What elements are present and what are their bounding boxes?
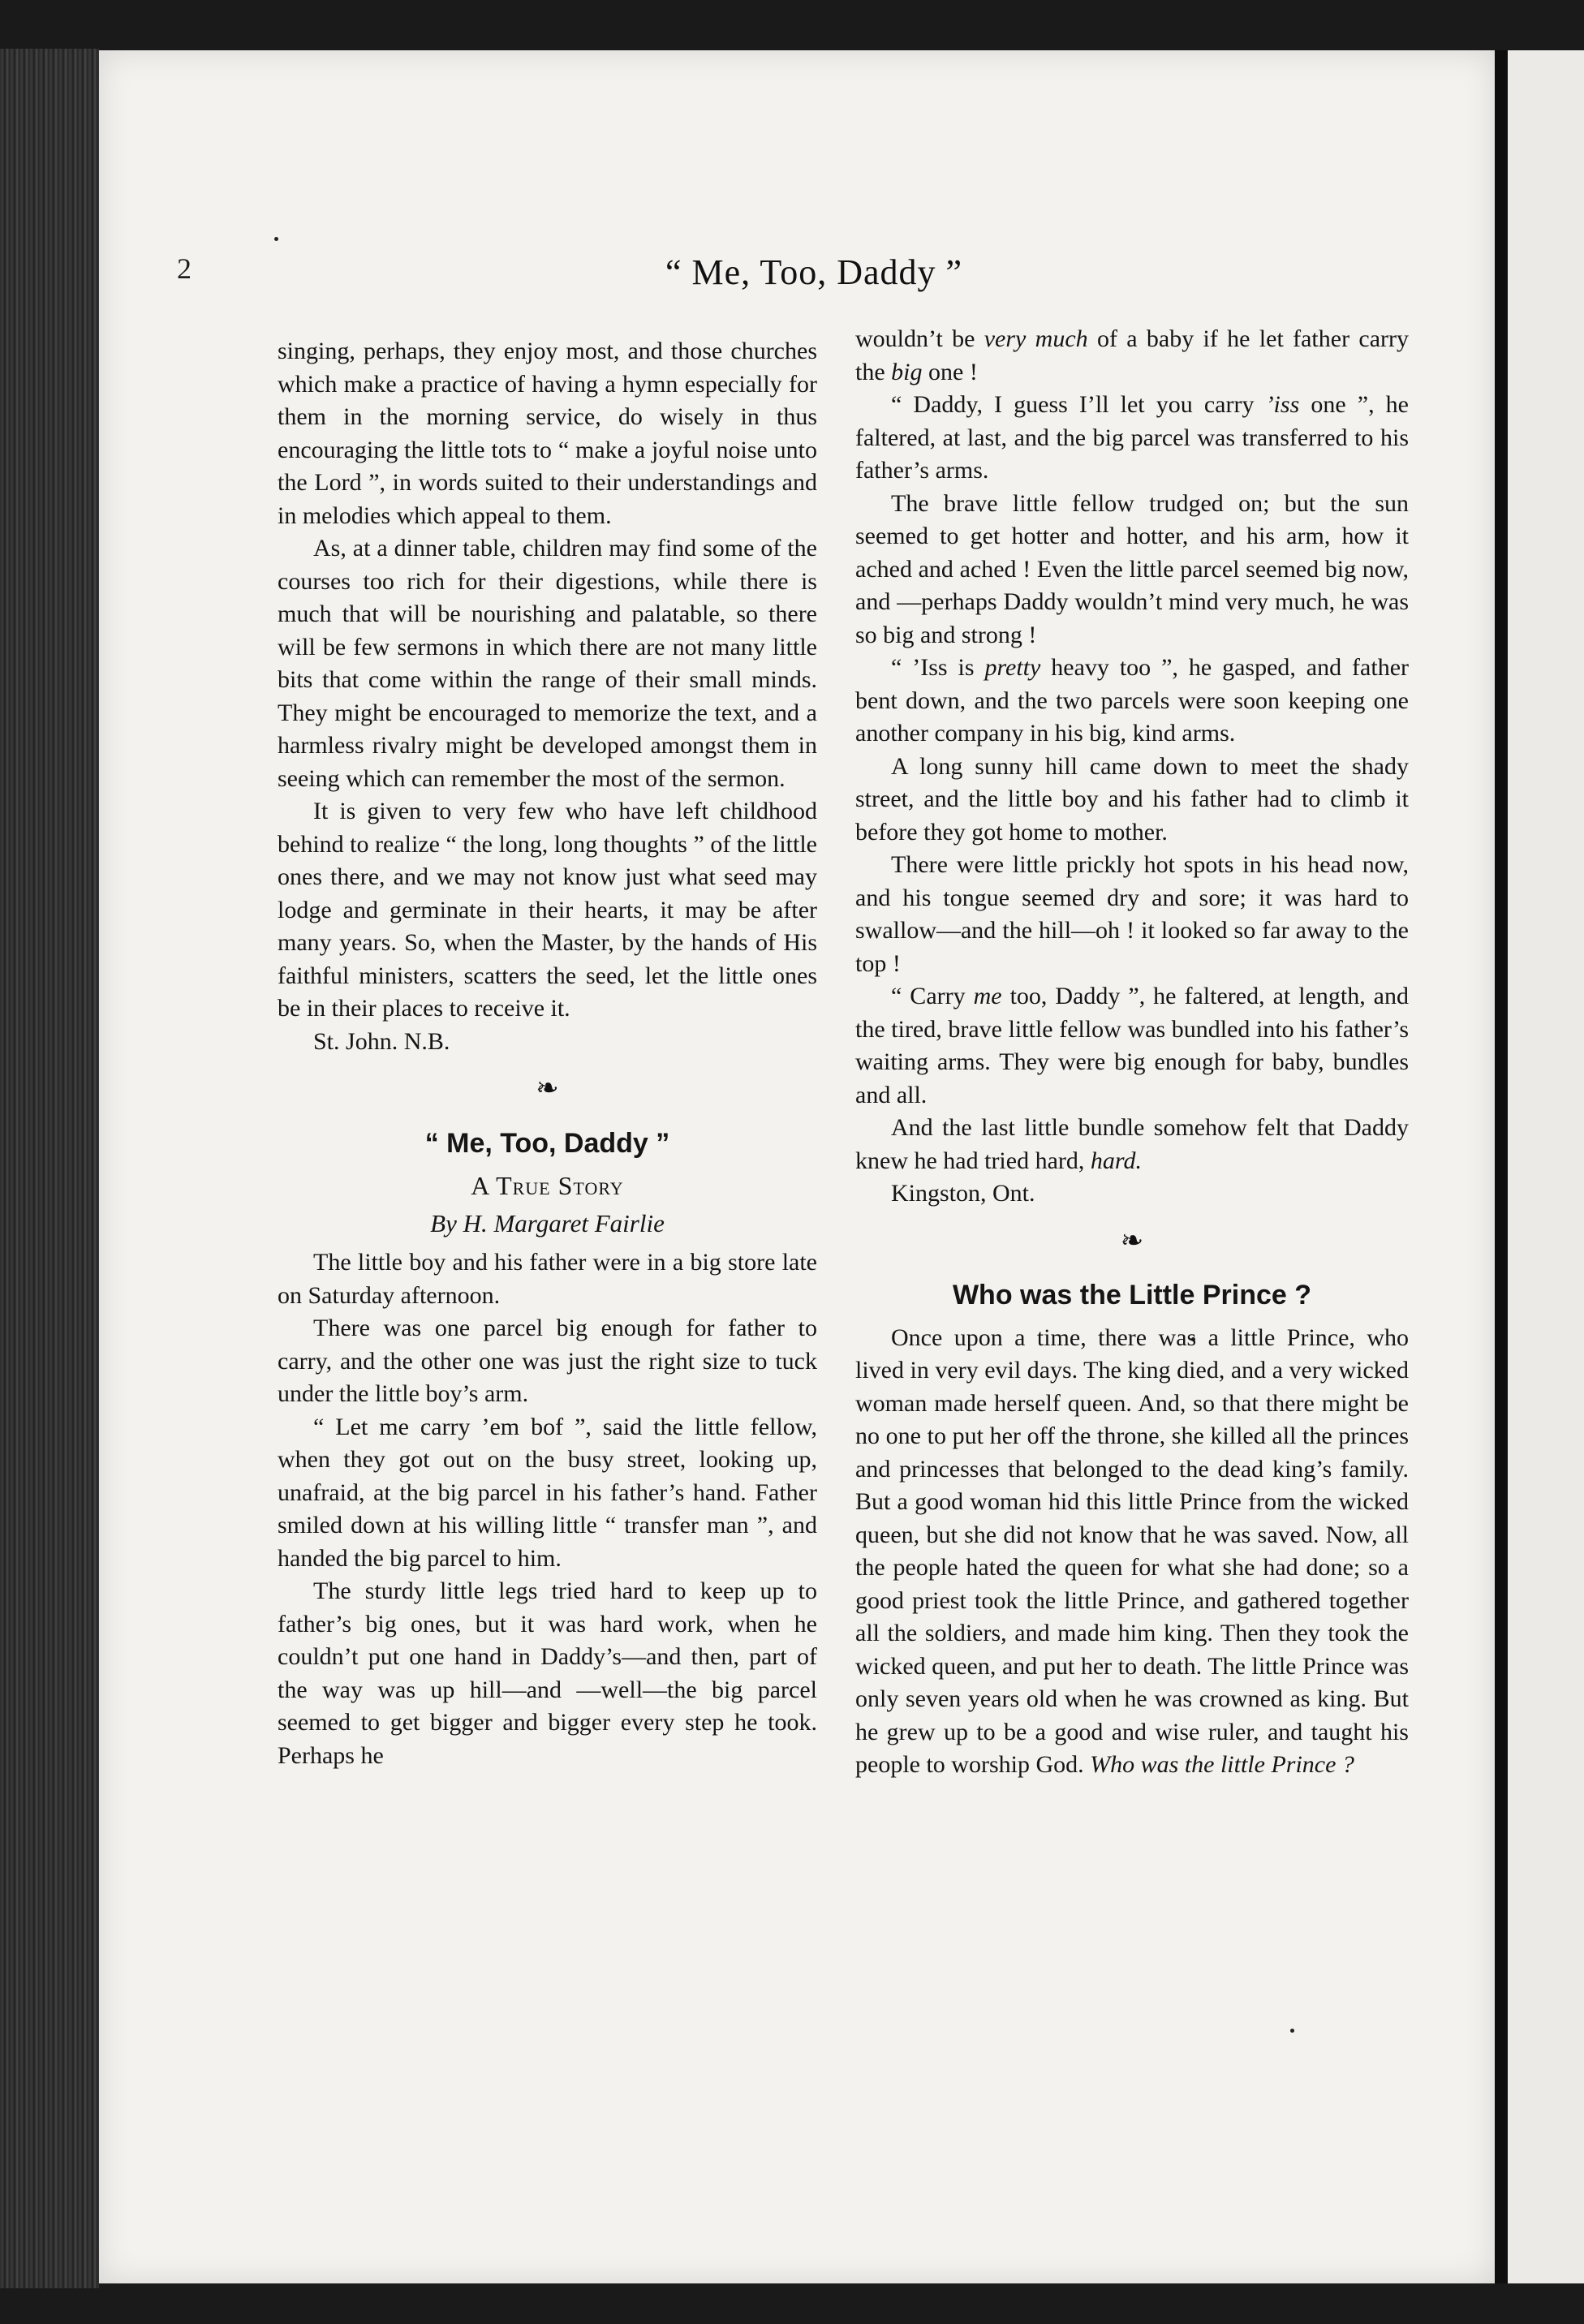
paragraph: singing, perhaps, they enjoy most, and those churches which make a practice of having a hymn especially for them in the morning service, do wisely in thus encouraging the little tots to “ make a joyful noise unto the Lord ”, in words suited to their understandings and in melodies which appeal to them.: [278, 338, 817, 529]
paragraph: “ Let me carry ’em bof ”, said the little fellow, when they got out on the busy street, looking up, unafraid, at the big parcel in his father’s hand. Father smiled down at his willing little “ transfer man ”, and handed the big parcel to him.: [278, 1413, 817, 1572]
paragraph: [855, 980, 1409, 1112]
page-number: 2: [177, 252, 192, 285]
text-run: wouldn’t be: [855, 325, 984, 352]
text-run: Once upon a time, there was a little Prince, who lived in very evil days. The king died, and a very wicked woman made herself queen. And, so that there might be no one to put her off the throne, she killed all the princes and princesses that belonged to the dead king’s family. But a good woman hid this little Prince from the wicked queen, but she did not know that he was saved. Now, all the people hated the queen for what she had done; so a good priest took the little Prince, and gathered together all the soldiers, and made him king. Then they took the wicked queen, and put her to death. The little Prince was only seven years old when he was crowned as king. But he grew up to be a good and wise ruler, and taught his people to worship God.: [855, 1323, 1409, 1778]
ornament-icon: ❧: [536, 1074, 559, 1104]
ornament-icon: ❧: [1120, 1225, 1144, 1256]
emphasis: Who was the little Prince ?: [1090, 1751, 1354, 1778]
paragraph: There were little prickly hot spots in his head now, and his tongue seemed dry and sore; it was hard to swallow—and the hill—oh ! it looked so far away to the top !: [855, 851, 1409, 977]
paragraph: [855, 323, 1409, 389]
text-run: “ Carry: [891, 983, 974, 1009]
paragraph: [855, 1112, 1409, 1177]
paragraph: [855, 1322, 1409, 1782]
paragraph: A long sunny hill came down to meet the shady street, and the little boy and his father had to climb it before they got home to mother.: [855, 752, 1409, 846]
story-title: Who was the Little Prince ?: [952, 1280, 1312, 1310]
paragraph: As, at a dinner table, children may find some of the courses too rich for their digestions, while there is much that will be nourishing and palatable, so there will be few sermons in which there are not many little bits that come within the range of their small minds. They might be encouraged to memorize the text, and a harmless rivalry might be developed amongst them in seeing which can remember the most of the sermon.: [278, 535, 817, 792]
emphasis: very much: [984, 325, 1088, 352]
book-spine-edge: [0, 49, 99, 2288]
emphasis: ’iss: [1265, 391, 1300, 418]
text-run: of a baby if he let father carry the: [855, 325, 1409, 385]
paragraph: The brave little fellow trudged on; but the sun seemed to get hotter and hotter, and his arm, how it ached and ached ! Even the little parcel seemed big now, and —perhaps Daddy wouldn’t mind very much, he was so big and strong !: [855, 489, 1409, 648]
speck: [274, 237, 278, 241]
story-subtitle: A True Story: [471, 1171, 624, 1200]
text-run: “ Daddy, I guess I’ll let you carry: [891, 391, 1266, 418]
text-run: “ ’Iss is: [891, 654, 985, 681]
facing-page-edge: [1508, 50, 1584, 2283]
speck: [1290, 2029, 1294, 2033]
running-header: [0, 252, 1584, 308]
text-run: And the last little bundle somehow felt that Daddy knew he had tried hard,: [855, 1114, 1409, 1174]
text-run: too, Daddy ”, he faltered, at length, and the tired, brave little fellow was bundled into his father’s waiting arms. They were big enough for baby, bundles and all.: [855, 983, 1410, 1108]
place-signature: St. John. N.B.: [313, 1027, 450, 1055]
paragraph: [855, 389, 1409, 488]
right-column: [855, 323, 1409, 1782]
text-run: one !: [922, 358, 978, 385]
paragraph: The sturdy little legs tried hard to keep up to father’s big ones, but it was hard work, when he couldn’t put one hand in Daddy’s—and then, part of the way was up hill—and —well—the big parcel seemed to get bigger and bigger every step he took. Perhaps he: [278, 1577, 817, 1769]
paragraph: It is given to very few who have left childhood behind to realize “ the long, long thoughts ” of the little ones there, and we may not know just what seed may lodge and germinate in their hearts, it may be after many years. So, when the Master, by the hands of His faithful ministers, scatters the seed, let the little ones be in their places to receive it.: [278, 798, 817, 1022]
paragraph: [855, 652, 1409, 751]
page-gutter: [1495, 50, 1508, 2283]
emphasis: pretty: [984, 654, 1041, 681]
story-title: “ Me, Too, Daddy ”: [424, 1127, 670, 1159]
story-byline: By H. Margaret Fairlie: [430, 1208, 665, 1237]
paragraph: The little boy and his father were in a big store late on Saturday afternoon.: [278, 1249, 817, 1309]
running-title: “ Me, Too, Daddy ”: [665, 252, 963, 292]
text-run: heavy too ”, he gasped, and father bent down, and the two parcels were soon keeping one another company in his big, kind arms.: [855, 654, 1409, 747]
place-signature: Kingston, Ont.: [891, 1180, 1035, 1207]
paragraph: There was one parcel big enough for father to carry, and the other one was just the right size to tuck under the little boy’s arm.: [278, 1315, 817, 1407]
text-run: one ”, he faltered, at last, and the big parcel was transferred to his father’s arms.: [855, 391, 1409, 484]
emphasis: hard.: [1090, 1147, 1142, 1174]
left-column: [278, 335, 817, 1772]
emphasis: big: [891, 358, 923, 385]
emphasis: me: [973, 983, 1002, 1009]
